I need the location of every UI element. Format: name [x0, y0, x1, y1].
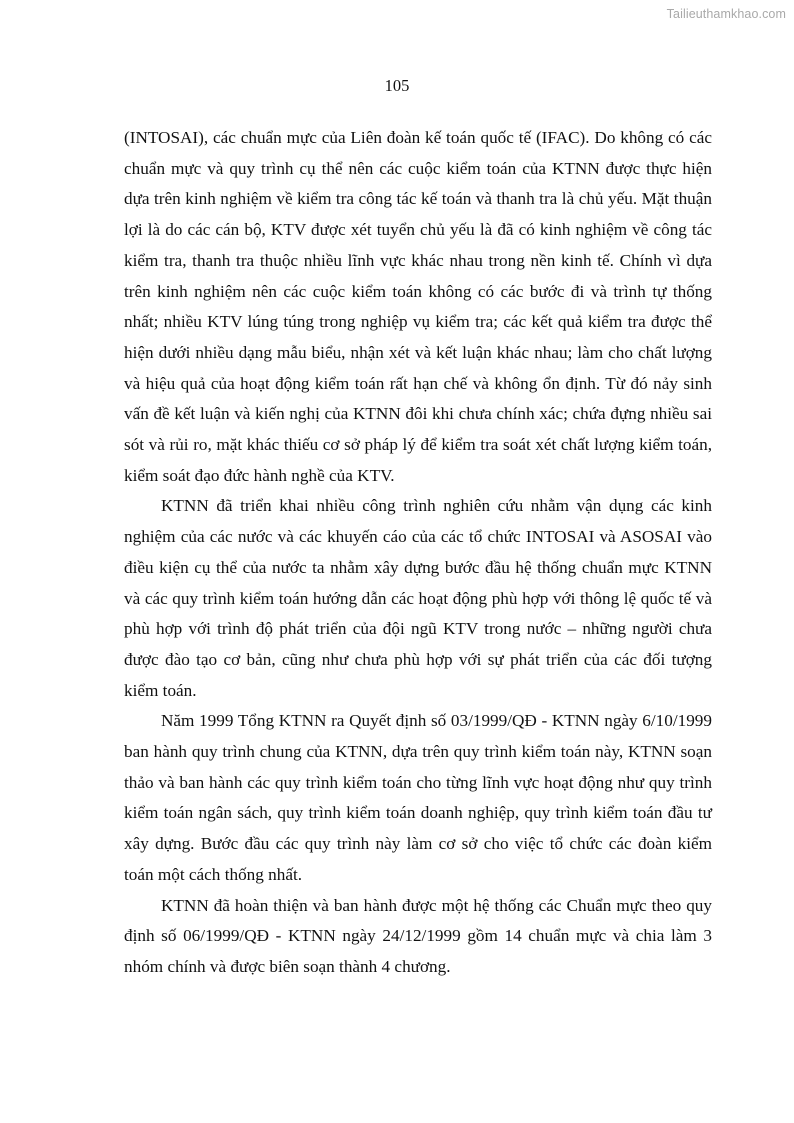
paragraph-4: KTNN đã hoàn thiện và ban hành được một hệ thống các Chuẩn mực theo quy định số 06/1999/QĐ - KTNN ngày 24/12/1999 gồm 14 chuẩn mực và chia làm 3 nhóm chính và được biên soạn thành 4 chương.	[124, 895, 712, 976]
watermark: Tailieuthamkhao.com	[666, 7, 786, 21]
paragraph-2: KTNN đã triển khai nhiều công trình nghiên cứu nhằm vận dụng các kinh nghiệm của các nước và các khuyến cáo của các tổ chức INTOSAI và ASOSAI vào điều kiện cụ thể của nước ta nhằm xây dựng bước đầu hệ thống chuẩn mực KTNN và các quy trình kiểm toán hướng dẫn các hoạt động phù hợp với thông lệ quốc tế và phù hợp với trình độ phát triển của đội ngũ KTV trong nước – những người chưa được đào tạo cơ bản, cũng như chưa phù hợp với sự phát triển của các đối tượng kiểm toán.	[124, 496, 712, 700]
page-number: 105	[384, 76, 410, 95]
paragraph-3: Năm 1999 Tổng KTNN ra Quyết định số 03/1999/QĐ - KTNN ngày 6/10/1999 ban hành quy trình chung của KTNN, dựa trên quy trình kiểm toán này, KTNN soạn thảo và ban hành các quy trình kiểm toán cho từng lĩnh vực hoạt động như quy trình kiểm toán ngân sách, quy trình kiểm toán doanh nghiệp, quy trình kiểm toán đầu tư xây dựng. Bước đầu các quy trình này làm cơ sở cho việc tổ chức các đoàn kiểm toán một cách thống nhất.	[124, 711, 712, 884]
body-text	[124, 123, 712, 983]
paragraph-1: (INTOSAI), các chuẩn mực của Liên đoàn kế toán quốc tế (IFAC). Do không có các chuẩn mực và quy trình cụ thể nên các cuộc kiểm toán của KTNN được thực hiện dựa trên kinh nghiệm về kiểm tra công tác kế toán và thanh tra là chủ yếu. Mặt thuận lợi là do các cán bộ, KTV được xét tuyển chủ yếu là đã có kinh nghiệm về công tác kiểm tra, thanh tra thuộc nhiều lĩnh vực khác nhau trong nền kinh tế. Chính vì dựa trên kinh nghiệm nên các cuộc kiểm toán không có các bước đi và trình tự thống nhất; nhiều KTV lúng túng trong nghiệp vụ kiểm tra; các kết quả kiểm tra được thể hiện dưới nhiều dạng mẫu biểu, nhận xét và kết luận khác nhau; làm cho chất lượng và hiệu quả của hoạt động kiểm toán rất hạn chế và không ổn định. Từ đó nảy sinh vấn đề kết luận và kiến nghị của KTNN đôi khi chưa chính xác; chứa đựng nhiều sai sót và rủi ro, mặt khác thiếu cơ sở pháp lý để kiểm tra soát xét chất lượng kiểm toán, kiểm soát đạo đức hành nghề của KTV.	[124, 128, 712, 485]
